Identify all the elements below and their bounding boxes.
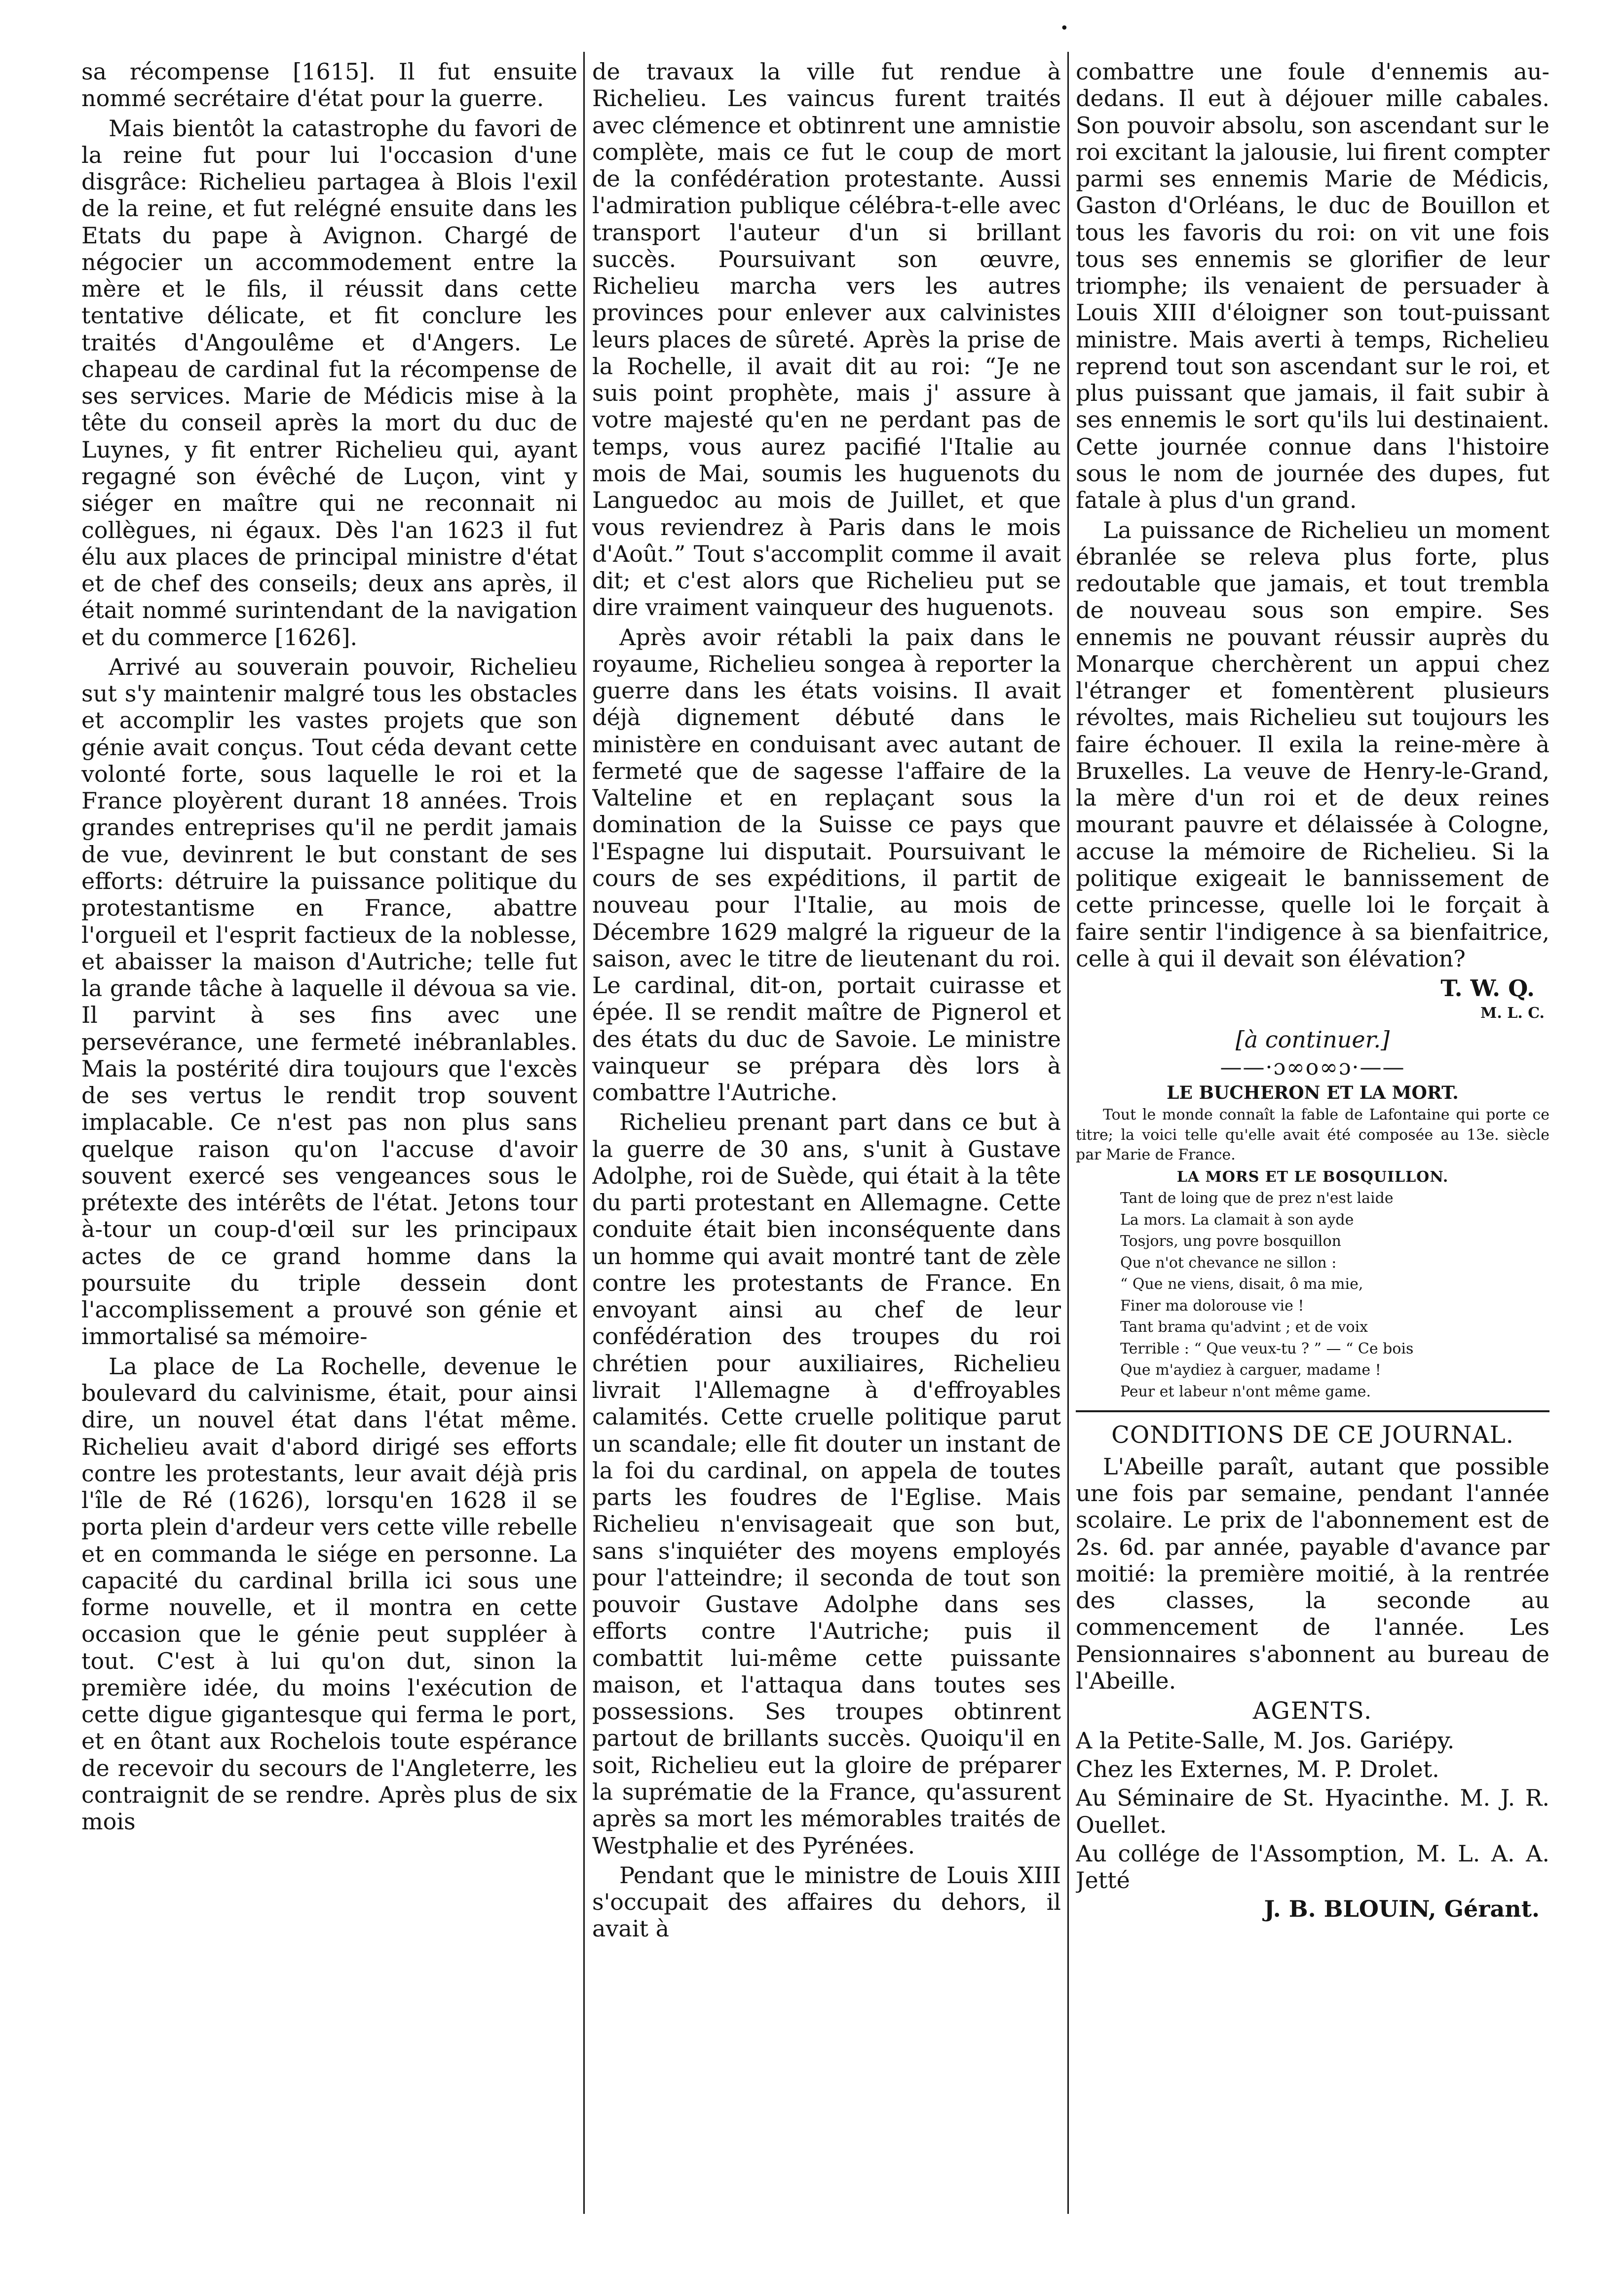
fable-section [1076, 1083, 1549, 1402]
poem-line: Tosjors, ung povre bosquillon [1120, 1233, 1341, 1250]
conditions-heading: CONDITIONS DE CE JOURNAL. [1111, 1421, 1514, 1449]
agent-line: Au collége de l'Assomption, M. L. A. A. Jetté [1076, 1840, 1549, 1894]
conditions-section [1076, 1421, 1549, 1694]
gerant-signature: J. B. BLOUIN, Gérant. [1264, 1895, 1540, 1923]
column-2 [592, 58, 1061, 2208]
continue-note: [à continuer.] [1235, 1026, 1390, 1053]
poem-line: Terrible : “ Que veux-tu ? ” — “ Ce bois [1120, 1340, 1414, 1357]
column-divider [1067, 52, 1069, 2214]
poem [1120, 1188, 1549, 1402]
paragraph: Mais bientôt la catastrophe du favori de la reine fut pour lui l'occasion d'une disgrâce: Richelieu partagea à Blois l'exil de la reine, et fut relégné ensuite dans les Etats du pape à Avignon. Chargé de négocier un accommodement entre la mère et le fils, il réussit dans cette tentative délicate, et fit conclure les traités d'Angoulême et d'Angers. Le chapeau de cardinal fut la récompense de ses services. Marie de Médicis mise à la tête du conseil après la mort du duc de Luynes, y fit entrer Richelieu qui, ayant regagné son évêché de Luçon, vint y siéger en maître qui ne reconnait ni collègues, ni égaux. Dès l'an 1623 il fut élu aux places de principal ministre d'état et de chef des conseils; deux ans après, il était nommé surintendant de la navigation et du commerce [1626]. [81, 115, 577, 651]
column-3 [1076, 58, 1549, 2208]
paragraph: sa récompense [1615]. Il fut ensuite nommé secrétaire d'état pour la guerre. [81, 58, 577, 112]
conditions-text: L'Abeille paraît, autant que possible une fois par semaine, pendant l'année scolaire. Le prix de l'abonnement est de 2s. 6d. par année, payable d'avance par moitié: la première moitié, à la rentrée des classes, la seconde au commencement de l'année. Les Pensionnaires s'abonnent au bureau de l'Abeille. [1076, 1453, 1549, 1694]
ornament-divider: ——·ɔ∞о∞ɔ·—— [1220, 1054, 1405, 1080]
agent-line: Chez les Externes, M. P. Drolet. [1076, 1756, 1439, 1783]
poem-title: LA MORS ET LE BOSQUILLON. [1176, 1168, 1449, 1186]
paragraph: Pendant que le ministre de Louis XIII s'occupait des affaires du dehors, il avait à [592, 1861, 1061, 1942]
page-mark: • [1060, 20, 1069, 37]
paragraph: Après avoir rétabli la paix dans le royaume, Richelieu songea à reporter la guerre dans les états voisins. Il avait déjà dignement débuté dans le ministère en conduisant avec autant de fermeté que de sagesse l'affaire de la Valteline et en replaçant sous la domination de la Suisse ce pays que l'Espagne lui disputait. Poursuivant le cours de ses expéditions, il partit de nouveau pour l'Italie, au mois de Décembre 1629 malgré la rigueur de la saison, avec le titre de lieutenant du roi. Le cardinal, dit-on, portait cuirasse et épée. Il se rendit maître de Pignerol et des états du duc de Savoie. Le ministre vainqueur se prépara dès lors à combattre l'Autriche. [592, 623, 1061, 1106]
column-1 [81, 58, 577, 2208]
author-initials: M. L. C. [1480, 1005, 1545, 1022]
poem-line: Tant brama qu'advint ; et de voix [1120, 1318, 1368, 1336]
paragraph: Richelieu prenant part dans ce but à la guerre de 30 ans, s'unit à Gustave Adolphe, roi de Suède, qui était à la tête du parti protestant en Allemagne. Cette conduite était bien inconséquente dans un homme qui avait montré tant de zèle contre les protestants de France. En envoyant ainsi au chef de leur confédération des troupes du roi chrétien pour auxiliaires, Richelieu livrait l'Allemagne à d'effroyables calamités. Cette cruelle politique parut un scandale; elle fit douter un instant de la foi du cardinal, on appela de toutes parts les foudres de l'Eglise. Mais Richelieu n'envisageait que son but, sans s'inquiéter des moyens employés pour l'atteindre; il seconda de tout son pouvoir Gustave Adolphe dans ses efforts contre l'Autriche; puis il combattit lui-même cette puissante maison, et l'attaqua dans toutes ses possessions. Ses troupes obtinrent partout de brillants succès. Quoiqu'il en soit, Richelieu eut la gloire de préparer la suprématie de la France, qu'assurent après sa mort les mémorables traités de Westphalie et des Pyrénées. [592, 1109, 1061, 1859]
poem-line: Finer ma dolorouse vie ! [1120, 1297, 1304, 1315]
agent-line: A la Petite-Salle, M. Jos. Gariépy. [1076, 1727, 1455, 1754]
paragraph: La puissance de Richelieu un moment ébranlée se releva plus forte, plus redoutable que jamais, et tout trembla de nouveau sous son empire. Ses ennemis ne pouvant réussir auprès du Monarque cherchèrent un appui chez l'étranger et fomentèrent plusieurs révoltes, mais Richelieu sut toujours les faire échouer. Il exila la reine-mère à Bruxelles. La veuve de Henry-le-Grand, la mère d'un roi et de deux reines mourant pauvre et délaissée à Cologne, accuse la mémoire de Richelieu. Si la politique exigeait le bannissement de cette princesse, quelle loi le forçait à faire sentir l'indigence à sa bienfaitrice, celle à qui il devait son élévation? [1076, 516, 1549, 972]
poem-line: Peur et labeur n'ont même game. [1120, 1383, 1371, 1400]
section-divider [1076, 1410, 1549, 1412]
column-divider [583, 52, 585, 2214]
fable-intro: Tout le monde connaît la fable de Lafontaine qui porte ce titre; la voici telle qu'elle avait été composée au 13e. siècle par Marie de France. [1076, 1106, 1549, 1164]
agents-heading: AGENTS. [1252, 1697, 1373, 1725]
poem-line: La mors. La clamait à son ayde [1120, 1211, 1354, 1229]
paragraph: combattre une foule d'ennemis au-dedans. Il eut à déjouer mille cabales. Son pouvoir absolu, son ascendant sur le roi excitant la jalousie, lui firent compter parmi ses ennemis Marie de Médicis, Gaston d'Orléans, le duc de Bouillon et tous les favoris du roi: on vit une fois tous ses ennemis se glorifier de leur triomphe; ils venaient de persuader à Louis XIII d'éloigner son tout-puissant ministre. Mais averti à temps, Richelieu reprend tout son ascendant sur le roi, et plus puissant que jamais, il fait subir à ses ennemis le sort qu'ils lui destinaient. Cette journée connue dans l'histoire sous le nom de journée des dupes, fut fatale à plus d'un grand. [1076, 58, 1549, 514]
poem-line: Que n'ot chevance ne sillon : [1120, 1254, 1337, 1272]
fable-title: LE BUCHERON ET LA MORT. [1167, 1082, 1459, 1103]
author-signature: T. W. Q. [1440, 975, 1535, 1002]
agents-section [1076, 1697, 1549, 1922]
poem-line: “ Que ne viens, disait, ô ma mie, [1120, 1276, 1363, 1293]
poem-line: Tant de loing que de prez n'est laide [1120, 1190, 1394, 1207]
paragraph: Arrivé au souverain pouvoir, Richelieu sut s'y maintenir malgré tous les obstacles et accomplir les vastes projets que son génie avait conçus. Tout céda devant cette volonté forte, sous laquelle le roi et la France ployèrent durant 18 années. Trois grandes entreprises qu'il ne perdit jamais de vue, devinrent le but constant de ses efforts: détruire la puissance politique du protestantisme en France, abattre l'orgueil et l'esprit factieux de la noblesse, et abaisser la maison d'Autriche; telle fut la grande tâche à laquelle il dévoua sa vie. Il parvint à ses fins avec une persevérance, une fermeté inébranlables. Mais la postérité dira toujours que l'excès de ses vertus le rendit trop souvent implacable. Ce n'est pas non plus sans quelque raison qu'on l'accuse d'avoir souvent exercé ses vengeances sous le prétexte des intérêts de l'état. Jetons tour à-tour un coup-d'œil sur les principaux actes de ce grand homme dans la poursuite du triple dessein dont l'accomplissement a prouvé son génie et immortalisé sa mémoire- [81, 653, 577, 1350]
agent-line: Au Séminaire de St. Hyacinthe. M. J. R. Ouellet. [1076, 1784, 1549, 1838]
paragraph: La place de La Rochelle, devenue le boulevard du calvinisme, était, pour ainsi dire, un nouvel état dans l'état même. Richelieu avait d'abord dirigé ses efforts contre les protestants, leur avait déjà pris l'île de Ré (1626), lorsqu'en 1628 il se porta plein d'ardeur vers cette ville rebelle et en commanda le siége en personne. La capacité du cardinal brilla ici sous une forme nouvelle, et il montra en cette occasion que le génie peut suppléer à tout. C'est à lui qu'on dut, sinon la première idée, du moins l'exécution de cette digue gigantesque qui ferma le port, et en ôtant aux Rochelois toute espérance de recevoir du secours de l'Angleterre, les contraignit de se rendre. Après plus de six mois [81, 1353, 577, 1835]
paragraph: de travaux la ville fut rendue à Richelieu. Les vaincus furent traités avec clémence et obtinrent une amnistie complète, mais ce fut le coup de mort de la confédération protestante. Aussi l'admiration publique célébra-t-elle avec transport l'auteur d'un si brillant succès. Poursuivant son œuvre, Richelieu marcha vers les autres provinces pour enlever aux calvinistes leurs places de sûreté. Après la prise de la Rochelle, il avait dit au roi: “Je ne suis point prophète, mais j' assure à votre majesté qu'en ne perdant pas de temps, vous aurez pacifié l'Italie au mois de Mai, soumis les huguenots du Languedoc au mois de Juillet, et que vous reviendrez à Paris dans le mois d'Août.” Tout s'accomplit comme il avait dit; et c'est alors que Richelieu put se dire vraiment vainqueur des huguenots. [592, 58, 1061, 621]
poem-line: Que m'aydiez à carguer, madame ! [1120, 1361, 1381, 1379]
